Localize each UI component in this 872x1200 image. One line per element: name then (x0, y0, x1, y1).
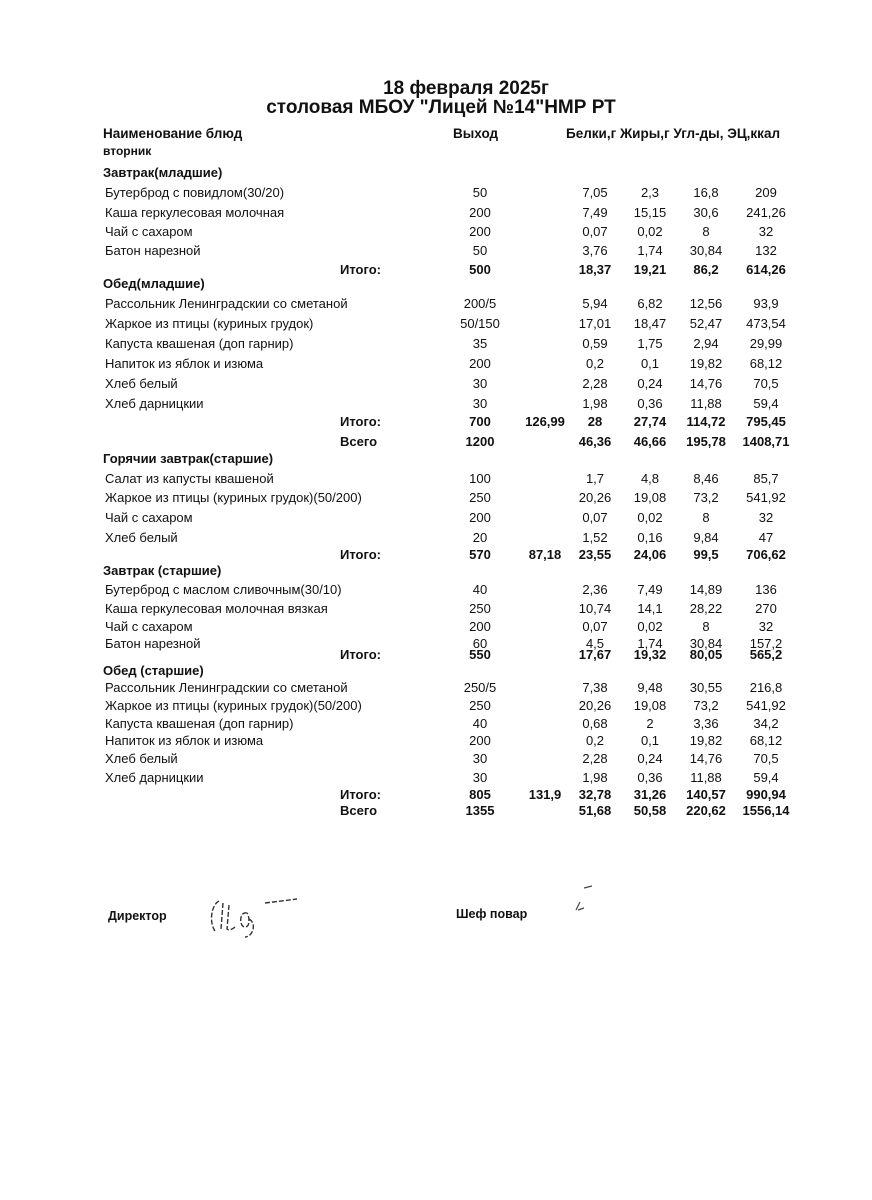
dish-protein: 7,05 (582, 185, 608, 200)
dish-name: Бутерброд с повидлом(30/20) (105, 185, 285, 200)
dish-carbs: 16,8 (693, 185, 719, 200)
dish-kcal: 241,26 (746, 205, 786, 220)
dish-protein: 17,01 (578, 316, 612, 331)
table-row (0, 396, 872, 414)
table-row (0, 530, 872, 548)
table-row (0, 733, 872, 751)
dish-fat: 0,24 (637, 376, 663, 391)
grand-total-row (0, 434, 872, 452)
dish-carbs: 14,76 (689, 751, 723, 766)
total-fat: 19,21 (633, 262, 667, 277)
dish-yield: 50 (472, 243, 488, 258)
dish-kcal: 270 (755, 601, 777, 616)
dish-carbs: 30,84 (689, 636, 723, 651)
total-row (0, 414, 872, 432)
table-row (0, 224, 872, 242)
total-fat: 31,26 (633, 787, 667, 802)
dish-fat: 15,15 (633, 205, 667, 220)
table-row (0, 716, 872, 734)
dish-name: Жаркое из птицы (куриных грудок) (105, 316, 314, 331)
dish-carbs: 73,2 (693, 698, 719, 713)
dish-fat: 0,02 (637, 510, 663, 525)
dish-protein: 7,49 (582, 205, 608, 220)
dish-yield: 30 (472, 396, 488, 411)
section-title: Обед (старшие) (103, 663, 204, 678)
table-row (0, 601, 872, 619)
total-yield: 1355 (465, 803, 495, 818)
dish-name: Капуста квашеная (доп гарнир) (105, 716, 294, 731)
header-nutrients: Белки,г Жиры,г Угл-ды, ЭЦ,ккал (566, 126, 781, 141)
dish-yield: 30 (472, 376, 488, 391)
total-label: Итого: (340, 787, 381, 802)
dish-fat: 1,75 (637, 336, 663, 351)
total-fat: 19,32 (633, 647, 667, 662)
dish-name: Батон нарезной (105, 636, 201, 651)
dish-protein: 1,7 (585, 471, 605, 486)
dish-kcal: 70,5 (753, 376, 779, 391)
dish-fat: 2,3 (640, 185, 660, 200)
dish-kcal: 136 (755, 582, 777, 597)
dish-fat: 7,49 (637, 582, 663, 597)
dish-carbs: 12,56 (689, 296, 723, 311)
dish-name: Капуста квашеная (доп гарнир) (105, 336, 294, 351)
date-title: 18 февраля 2025г (383, 78, 549, 99)
day-label: вторник (103, 144, 152, 158)
total-fat: 27,74 (633, 414, 667, 429)
table-row (0, 185, 872, 203)
dish-carbs: 19,82 (689, 733, 723, 748)
dish-carbs: 73,2 (693, 490, 719, 505)
total-cost: 131,9 (528, 787, 562, 802)
total-yield: 700 (469, 414, 491, 429)
table-row (0, 510, 872, 528)
dish-kcal: 59,4 (753, 396, 779, 411)
table-row (0, 296, 872, 314)
dish-kcal: 47 (758, 530, 774, 545)
dish-protein: 0,07 (582, 510, 608, 525)
section-header (0, 276, 872, 294)
total-kcal: 990,94 (746, 787, 786, 802)
dish-carbs: 2,94 (693, 336, 719, 351)
total-kcal: 795,45 (746, 414, 786, 429)
total-yield: 500 (469, 262, 491, 277)
dish-carbs: 14,76 (689, 376, 723, 391)
section-header (0, 165, 872, 183)
section-header (0, 451, 872, 469)
dish-yield: 50 (472, 185, 488, 200)
section-header (0, 563, 872, 581)
dish-protein: 20,26 (578, 698, 612, 713)
dish-name: Хлеб дарницкии (105, 396, 204, 411)
total-carbs: 195,78 (686, 434, 726, 449)
total-label: Всего (340, 803, 378, 818)
dish-carbs: 30,84 (689, 243, 723, 258)
total-yield: 570 (469, 547, 491, 562)
org-title: столовая МБОУ "Лицей №14"НМР РТ (266, 97, 616, 118)
dish-yield: 50/150 (460, 316, 500, 331)
dish-carbs: 28,22 (689, 601, 723, 616)
dish-yield: 250 (469, 490, 491, 505)
total-protein: 51,68 (578, 803, 612, 818)
dish-protein: 1,52 (582, 530, 608, 545)
dish-protein: 2,36 (582, 582, 608, 597)
table-row (0, 356, 872, 374)
grand-total-row (0, 803, 872, 821)
dish-yield: 200 (469, 224, 491, 239)
dish-yield: 200 (469, 733, 491, 748)
dish-kcal: 68,12 (749, 733, 783, 748)
total-carbs: 220,62 (686, 803, 726, 818)
dish-fat: 0,02 (637, 224, 663, 239)
table-row (0, 698, 872, 716)
dish-name: Жаркое из птицы (куриных грудок)(50/200) (105, 490, 362, 505)
dish-kcal: 68,12 (749, 356, 783, 371)
dish-yield: 100 (469, 471, 491, 486)
dish-fat: 0,36 (637, 396, 663, 411)
dish-kcal: 70,5 (753, 751, 779, 766)
dish-protein: 2,28 (582, 751, 608, 766)
dish-fat: 0,1 (640, 733, 660, 748)
dish-yield: 20 (472, 530, 488, 545)
table-row (0, 205, 872, 223)
dish-kcal: 541,92 (746, 698, 786, 713)
chef-label: Шеф повар (456, 907, 528, 921)
dish-protein: 3,76 (582, 243, 608, 258)
dish-yield: 40 (472, 716, 488, 731)
dish-carbs: 11,88 (690, 396, 722, 411)
dish-carbs: 30,6 (693, 205, 719, 220)
dish-carbs: 11,88 (690, 770, 722, 785)
section-title: Обед(младшие) (103, 276, 205, 291)
dish-name: Чай с сахаром (105, 224, 193, 239)
table-row (0, 490, 872, 508)
total-yield: 805 (469, 787, 491, 802)
dish-name: Каша геркулесовая молочная (105, 205, 285, 220)
dish-kcal: 93,9 (753, 296, 779, 311)
director-signature-icon (205, 893, 315, 939)
dish-kcal: 85,7 (753, 471, 779, 486)
total-protein: 32,78 (578, 787, 612, 802)
total-fat: 24,06 (633, 547, 667, 562)
table-row (0, 376, 872, 394)
dish-fat: 19,08 (633, 490, 667, 505)
dish-fat: 2 (646, 716, 654, 731)
header-yield: Выход (453, 126, 499, 141)
dish-yield: 30 (472, 751, 488, 766)
section-header (0, 663, 872, 681)
dish-fat: 14,1 (637, 601, 663, 616)
dish-protein: 5,94 (582, 296, 608, 311)
dish-name: Хлеб белый (105, 751, 178, 766)
total-label: Итого: (340, 647, 381, 662)
section-title: Завтрак(младшие) (103, 165, 223, 180)
dish-protein: 2,28 (582, 376, 608, 391)
dish-name: Рассольник Ленинградскии со сметаной (105, 296, 348, 311)
dish-fat: 0,1 (640, 356, 660, 371)
dish-carbs: 9,84 (693, 530, 719, 545)
dish-fat: 19,08 (633, 698, 667, 713)
header-name: Наименование блюд (103, 126, 243, 141)
dish-fat: 6,82 (637, 296, 663, 311)
dish-yield: 200 (469, 356, 491, 371)
total-cost: 126,99 (525, 414, 565, 429)
dish-yield: 200 (469, 205, 491, 220)
dish-kcal: 29,99 (749, 336, 783, 351)
total-cost: 87,18 (528, 547, 562, 562)
dish-carbs: 3,36 (693, 716, 719, 731)
total-protein: 18,37 (578, 262, 612, 277)
dish-yield: 250 (469, 698, 491, 713)
dish-carbs: 8,46 (693, 471, 719, 486)
table-row (0, 680, 872, 698)
total-protein: 23,55 (578, 547, 612, 562)
dish-fat: 1,74 (637, 636, 663, 651)
dish-fat: 4,8 (640, 471, 660, 486)
total-carbs: 114,72 (686, 414, 726, 429)
dish-yield: 35 (472, 336, 488, 351)
table-row (0, 770, 872, 788)
total-protein: 46,36 (578, 434, 612, 449)
dish-carbs: 30,55 (689, 680, 723, 695)
dish-protein: 0,07 (582, 224, 608, 239)
dish-kcal: 132 (755, 243, 777, 258)
dish-name: Чай с сахаром (105, 619, 193, 634)
dish-carbs: 8 (702, 619, 710, 634)
dish-protein: 7,38 (582, 680, 608, 695)
dish-protein: 0,2 (585, 356, 605, 371)
dish-name: Рассольник Ленинградскии со сметаной (105, 680, 348, 695)
total-yield: 1200 (465, 434, 495, 449)
dish-name: Каша геркулесовая молочная вязкая (105, 601, 328, 616)
dish-carbs: 52,47 (689, 316, 723, 331)
dish-name: Напиток из яблок и изюма (105, 733, 264, 748)
table-row (0, 316, 872, 334)
dish-carbs: 8 (702, 224, 710, 239)
dish-fat: 1,74 (637, 243, 663, 258)
dish-name: Хлеб белый (105, 376, 178, 391)
dish-protein: 20,26 (578, 490, 612, 505)
dish-kcal: 209 (755, 185, 777, 200)
dish-kcal: 34,2 (753, 716, 779, 731)
dish-protein: 0,2 (585, 733, 605, 748)
total-kcal: 565,2 (749, 647, 783, 662)
total-yield: 550 (469, 647, 491, 662)
dish-name: Батон нарезной (105, 243, 201, 258)
dish-fat: 0,36 (637, 770, 663, 785)
dish-yield: 250 (469, 601, 491, 616)
total-fat: 50,58 (633, 803, 667, 818)
dish-yield: 200/5 (463, 296, 497, 311)
total-carbs: 99,5 (693, 547, 719, 562)
dish-kcal: 32 (758, 224, 774, 239)
dish-carbs: 8 (702, 510, 710, 525)
dish-kcal: 32 (758, 619, 774, 634)
dish-kcal: 32 (758, 510, 774, 525)
total-fat: 46,66 (633, 434, 667, 449)
dish-fat: 9,48 (637, 680, 663, 695)
dish-yield: 200 (469, 510, 491, 525)
dish-protein: 4,5 (585, 636, 605, 651)
total-kcal: 614,26 (746, 262, 786, 277)
total-label: Итого: (340, 547, 381, 562)
dish-fat: 0,02 (637, 619, 663, 634)
section-title: Горячии завтрак(старшие) (103, 451, 274, 466)
dish-protein: 0,07 (582, 619, 608, 634)
table-row (0, 243, 872, 261)
dish-name: Бутерброд с маслом сливочным(30/10) (105, 582, 342, 597)
dish-name: Хлеб дарницкии (105, 770, 204, 785)
dish-kcal: 157,2 (749, 636, 783, 651)
total-carbs: 80,05 (689, 647, 723, 662)
dish-name: Жаркое из птицы (куриных грудок)(50/200) (105, 698, 362, 713)
dish-fat: 0,16 (637, 530, 663, 545)
total-carbs: 86,2 (693, 262, 719, 277)
total-kcal: 1556,14 (742, 803, 790, 818)
dish-fat: 0,24 (637, 751, 663, 766)
total-carbs: 140,57 (686, 787, 726, 802)
director-label: Директор (108, 909, 167, 923)
total-kcal: 706,62 (746, 547, 786, 562)
chef-signature-icon (570, 880, 610, 920)
total-protein: 17,67 (578, 647, 612, 662)
dish-protein: 1,98 (582, 396, 608, 411)
total-label: Всего (340, 434, 378, 449)
dish-protein: 0,68 (582, 716, 608, 731)
dish-protein: 0,59 (582, 336, 608, 351)
dish-name: Напиток из яблок и изюма (105, 356, 264, 371)
table-row (0, 751, 872, 769)
dish-name: Хлеб белый (105, 530, 178, 545)
table-row (0, 619, 872, 637)
dish-protein: 1,98 (582, 770, 608, 785)
dish-yield: 250/5 (463, 680, 497, 695)
dish-fat: 18,47 (633, 316, 667, 331)
dish-kcal: 216,8 (749, 680, 783, 695)
dish-yield: 30 (472, 770, 488, 785)
total-label: Итого: (340, 262, 381, 277)
total-protein: 28 (587, 414, 603, 429)
dish-name: Чай с сахаром (105, 510, 193, 525)
dish-yield: 200 (469, 619, 491, 634)
dish-kcal: 473,54 (746, 316, 786, 331)
section-title: Завтрак (старшие) (103, 563, 222, 578)
total-label: Итого: (340, 414, 381, 429)
table-row (0, 336, 872, 354)
dish-yield: 60 (472, 636, 488, 651)
dish-kcal: 59,4 (753, 770, 779, 785)
total-kcal: 1408,71 (742, 434, 790, 449)
dish-carbs: 14,89 (689, 582, 723, 597)
dish-protein: 10,74 (578, 601, 612, 616)
dish-yield: 40 (472, 582, 488, 597)
dish-kcal: 541,92 (746, 490, 786, 505)
dish-name: Салат из капусты квашеной (105, 471, 274, 486)
dish-carbs: 19,82 (689, 356, 723, 371)
table-row (0, 582, 872, 600)
table-row (0, 471, 872, 489)
